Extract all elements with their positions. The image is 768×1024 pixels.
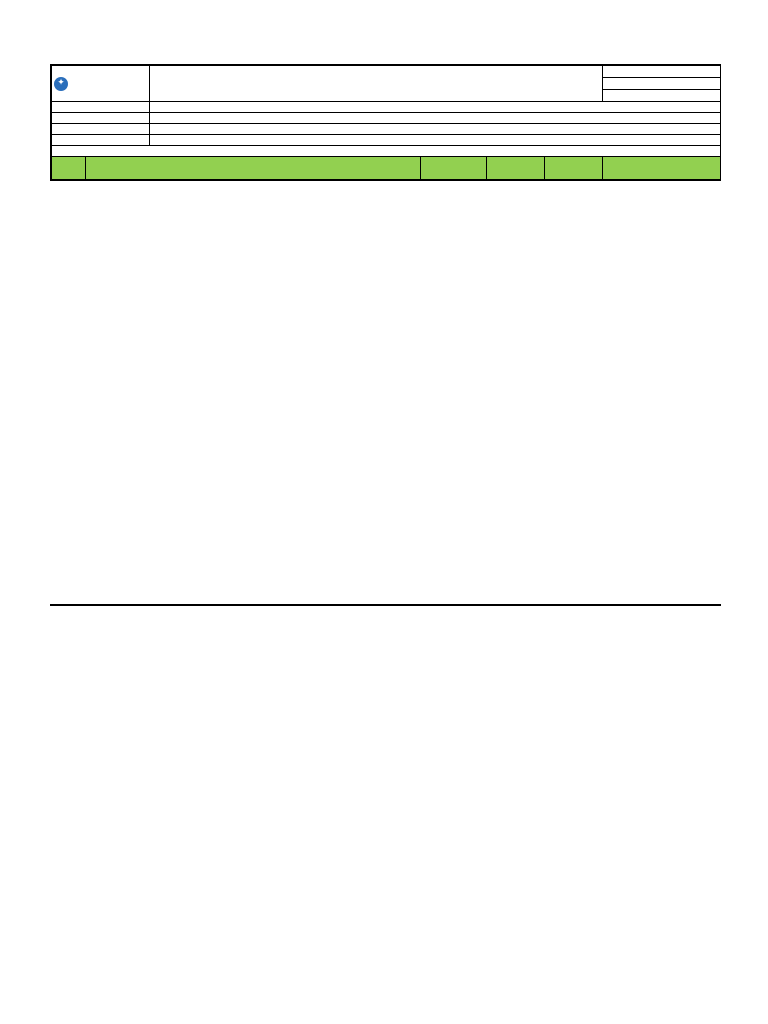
column-header-row — [52, 157, 721, 180]
doc-date — [603, 90, 720, 101]
kalpataru-logo-icon: ✦ — [54, 77, 68, 91]
report-title — [150, 66, 603, 102]
report-sheet-top — [50, 64, 721, 181]
bu-value — [150, 124, 721, 135]
header-year-to-date — [603, 157, 721, 180]
project-label — [52, 113, 150, 124]
doc-number — [603, 66, 720, 78]
header-previous-month — [545, 157, 603, 180]
header-parameters — [86, 157, 421, 180]
bu-row — [52, 124, 721, 135]
doc-info — [603, 66, 721, 102]
header-srno — [52, 157, 86, 180]
header-row — [52, 66, 721, 102]
month-value — [150, 135, 721, 146]
rev-number — [603, 78, 720, 90]
header-current-month — [487, 157, 545, 180]
bu-label — [52, 124, 150, 135]
report-table-top — [51, 65, 721, 180]
logo — [52, 66, 150, 102]
wo-row — [52, 102, 721, 113]
wo-value — [150, 102, 721, 113]
wo-label — [52, 102, 150, 113]
project-value — [150, 113, 721, 124]
month-label — [52, 135, 150, 146]
project-row — [52, 113, 721, 124]
spacer-row — [52, 146, 721, 157]
report-sheet-bottom — [50, 604, 721, 606]
month-row — [52, 135, 721, 146]
header-unit — [421, 157, 487, 180]
